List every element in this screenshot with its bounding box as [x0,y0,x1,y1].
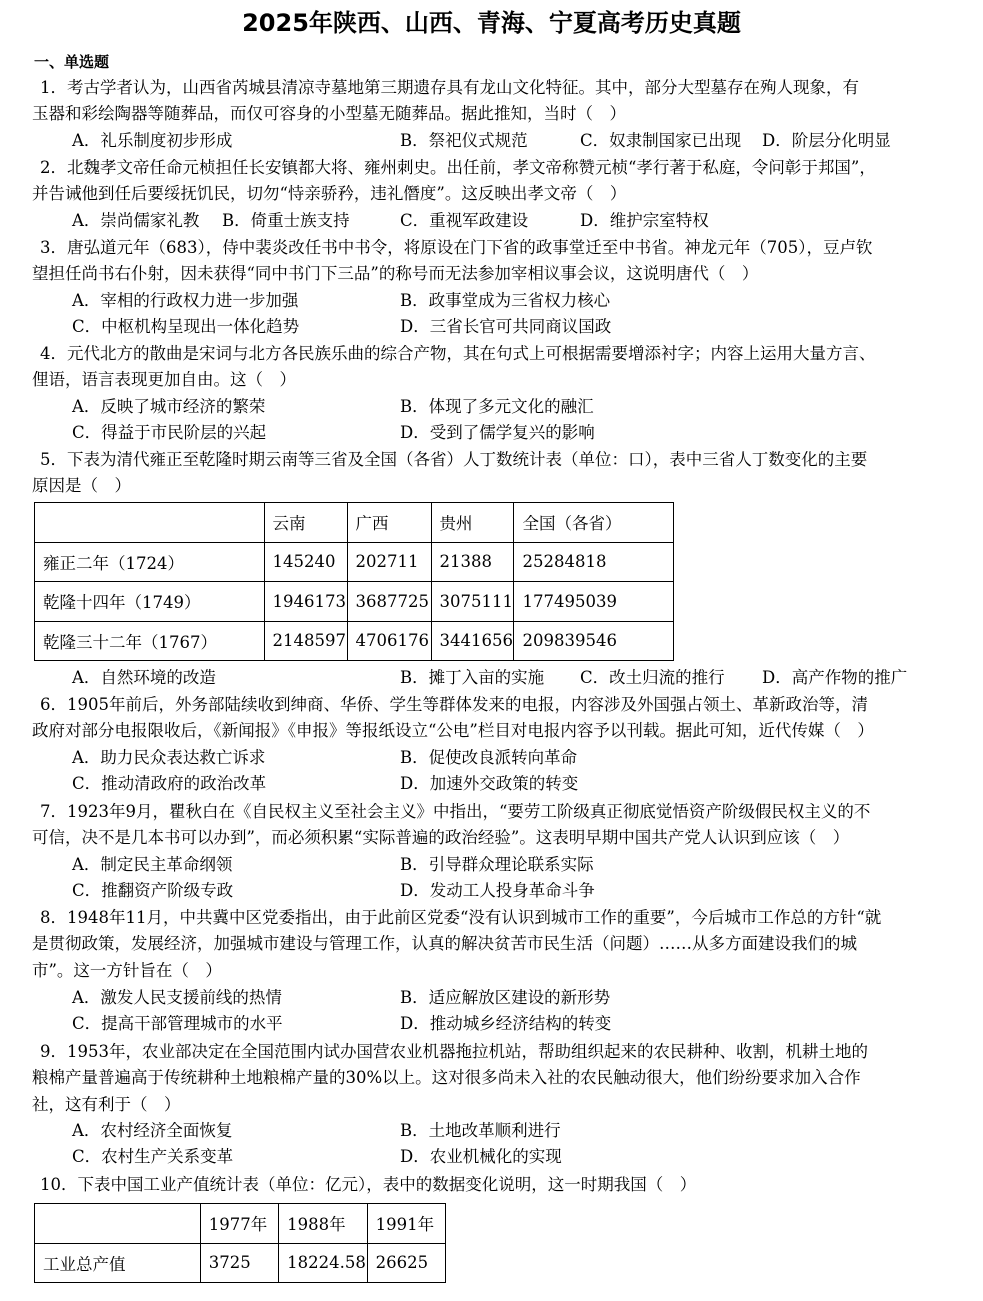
table-header-cell: 贵州 [431,503,514,543]
option-c: C．中枢机构呈现出一体化趋势 [72,317,300,337]
option-a: A．制定民主革命纲领 [72,855,233,874]
question-5 [32,447,950,500]
question-9 [32,1039,950,1118]
option-b: B．适应解放区建设的新形势 [400,988,611,1007]
question-text-line: 7．1923年9月，瞿秋白在《自民权主义至社会主义》中指出，“要劳工阶级真正彻底觉悟资产阶级假民权主义的不 [40,802,871,821]
option-d: D．农业机械化的实现 [400,1147,562,1167]
question-text-line: 1．考古学者认为，山西省芮城县清凉寺墓地第三期遗存具有龙山文化特征。其中，部分大型墓存在殉人现象，有 [40,78,859,97]
question-3 [32,235,950,288]
option-a: A．自然环境的改造 [72,668,216,687]
question-text-line: 可信，决不是几本书可以办到”，而必须积累“实际普遍的政治经验”。这表明早期中国共产党人认识到应该（ ） [32,828,850,848]
option-c: C．改土归流的推行 [580,668,725,687]
option-a: A．崇尚儒家礼教 [72,211,200,230]
table-row [35,542,674,582]
table-cell: 145240 [264,542,347,582]
question-text-line: 10．下表中国工业产值统计表（单位：亿元），表中的数据变化说明，这一时期我国（ ） [40,1175,697,1194]
option-c: C．推翻资产阶级专政 [72,881,234,901]
question-text-line: 俚语，语言表现更加自由。这（ ） [32,370,296,390]
question-text-line: 9．1953年，农业部决定在全国范围内试办国营农业机器拖拉机站，帮助组织起来的农民耕种、收割，机耕土地的 [40,1042,868,1061]
question-8 [32,905,950,984]
option-d: D．推动城乡经济结构的转变 [400,1014,612,1034]
table-header-cell: 1977年 [200,1204,278,1244]
question-7 [32,799,950,852]
table-cell: 3687725 [347,582,431,622]
table-cell: 3075111 [431,582,514,622]
option-d: D．高产作物的推广 [762,668,908,687]
table-header-cell: 1991年 [367,1204,445,1244]
option-a: A．激发人民支援前线的热情 [72,988,282,1007]
question-10 [40,1172,950,1198]
question-text-line: 原因是（ ） [32,476,131,496]
question-2 [32,155,950,208]
question-text-line: 4．元代北方的散曲是宋词与北方各民族乐曲的综合产物，其在句式上可根据需要增添衬字；内容上运用大量方言、 [40,344,876,363]
option-a: A．反映了城市经济的繁荣 [72,397,266,416]
table-header-cell: 全国（各省） [514,503,674,543]
option-a: A．宰相的行政权力进一步加强 [72,291,299,310]
option-b: B．祭祀仪式规范 [400,131,528,150]
question-text-line: 是贯彻政策，发展经济，加强城市建设与管理工作，认真的解决贫苦市民生活（问题）……从多方面建设我们的城 [32,934,857,954]
table-header-row [35,1204,446,1244]
question-text-line: 3．唐弘道元年（683），侍中裴炎改任书中书令，将原设在门下省的政事堂迁至中书省。神龙元年（705），豆卢钦 [40,238,873,257]
question-2-options [72,208,952,234]
table-row [35,1243,446,1283]
option-c: C．农村生产关系变革 [72,1147,234,1167]
table-cell: 3441656 [431,621,514,661]
table-cell: 3725 [200,1243,278,1283]
option-b: B．倚重士族支持 [222,211,350,230]
industry-output-table [34,1203,446,1283]
question-8-options [72,985,952,1038]
table-cell: 177495039 [514,582,674,622]
table-cell [35,503,265,543]
table-cell: 21388 [431,542,514,582]
table-row [35,582,674,622]
question-4 [32,341,950,394]
table-cell: 1946173 [264,582,347,622]
option-a: A．礼乐制度初步形成 [72,131,233,150]
table-cell [35,1204,201,1244]
question-text-line: 5．下表为清代雍正至乾隆时期云南等三省及全国（各省）人丁数统计表（单位：口），表中三省人丁数变化的主要 [40,450,868,469]
table-header-cell: 云南 [264,503,347,543]
option-d: D．加速外交政策的转变 [400,774,579,794]
option-d: D．发动工人投身革命斗争 [400,881,595,901]
option-d: D．阶层分化明显 [762,131,891,150]
option-a: A．助力民众表达救亡诉求 [72,748,266,767]
table-cell: 4706176 [347,621,431,661]
table-header-cell: 广西 [347,503,431,543]
option-b: B．促使改良派转向革命 [400,748,578,767]
question-5-options [72,665,952,691]
table-cell: 25284818 [514,542,674,582]
table-cell: 202711 [347,542,431,582]
question-text-line: 8．1948年11月，中共冀中区党委指出，由于此前区党委“没有认识到城市工作的重要”，今后城市工作总的方针“就 [40,908,882,927]
option-a: A．农村经济全面恢复 [72,1121,233,1140]
question-text-line: 2．北魏孝文帝任命元桢担任长安镇都大将、雍州刺史。出任前，孝文帝称赞元桢“孝行著于私庭，令问彰于邦国”， [40,158,876,177]
population-table [34,502,674,661]
question-text-line: 玉器和彩绘陶器等随葬品，而仅可容身的小型墓无随葬品。据此推知，当时（ ） [32,104,626,124]
table-row-label: 工业总产值 [35,1243,201,1283]
question-1 [32,75,950,128]
option-b: B．摊丁入亩的实施 [400,668,545,687]
option-b: B．体现了多元文化的融汇 [400,397,594,416]
question-4-options [72,394,952,447]
question-text-line: 并告诫他到任后要绥抚饥民，切勿“恃亲骄矜，违礼僭度”。这反映出孝文帝（ ） [32,184,627,204]
table-header-row [35,503,674,543]
page-title: 2025年陕西、山西、青海、宁夏高考历史真题 [242,9,741,37]
option-d: D．受到了儒学复兴的影响 [400,423,595,443]
table-cell: 2148597 [264,621,347,661]
question-text-line: 粮棉产量普遍高于传统耕种土地粮棉产量的30%以上。这对很多尚未入社的农民触动很大，他们纷纷要求加入合作 [32,1068,861,1088]
option-c: C．得益于市民阶层的兴起 [72,423,267,443]
option-b: B．土地改革顺利进行 [400,1121,561,1140]
option-c: C．重视军政建设 [400,211,529,230]
question-text-line: 望担任尚书右仆射，因未获得“同中书门下三品”的称号而无法参加宰相议事会议，这说明唐代（ ） [32,264,759,284]
option-c: C．推动清政府的政治改革 [72,774,267,794]
table-row-label: 雍正二年（1724） [35,542,265,582]
question-text-line: 政府对部分电报限收后，《新闻报》《申报》等报纸设立“公电”栏目对电报内容予以刊载。据此可知，近代传媒（ ） [32,721,874,741]
table-row-label: 乾隆十四年（1749） [35,582,265,622]
table-header-cell: 1988年 [279,1204,367,1244]
question-6 [32,692,950,745]
option-d: D．三省长官可共同商议国政 [400,317,612,337]
question-text-line: 6．1905年前后，外务部陆续收到绅商、华侨、学生等群体发来的电报，内容涉及外国强占领土、革新政治等，清 [40,695,868,714]
table-cell: 209839546 [514,621,674,661]
table-row-label: 乾隆三十二年（1767） [35,621,265,661]
table-cell: 26625 [367,1243,445,1283]
question-9-options [72,1118,952,1171]
question-text-line: 市”。这一方针旨在（ ） [32,960,222,980]
question-6-options [72,745,952,798]
option-b: B．政事堂成为三省权力核心 [400,291,611,310]
question-1-options [72,128,952,154]
table-cell: 18224.58 [279,1243,367,1283]
option-b: B．引导群众理论联系实际 [400,855,594,874]
question-text-line: 社，这有利于（ ） [32,1094,181,1114]
question-7-options [72,852,952,905]
option-d: D．维护宗室特权 [580,211,709,230]
table-row [35,621,674,661]
section-heading: 一、单选题 [34,53,110,71]
question-3-options [72,288,952,341]
option-c: C．提高干部管理城市的水平 [72,1014,283,1034]
option-c: C．奴隶制国家已出现 [580,131,742,150]
